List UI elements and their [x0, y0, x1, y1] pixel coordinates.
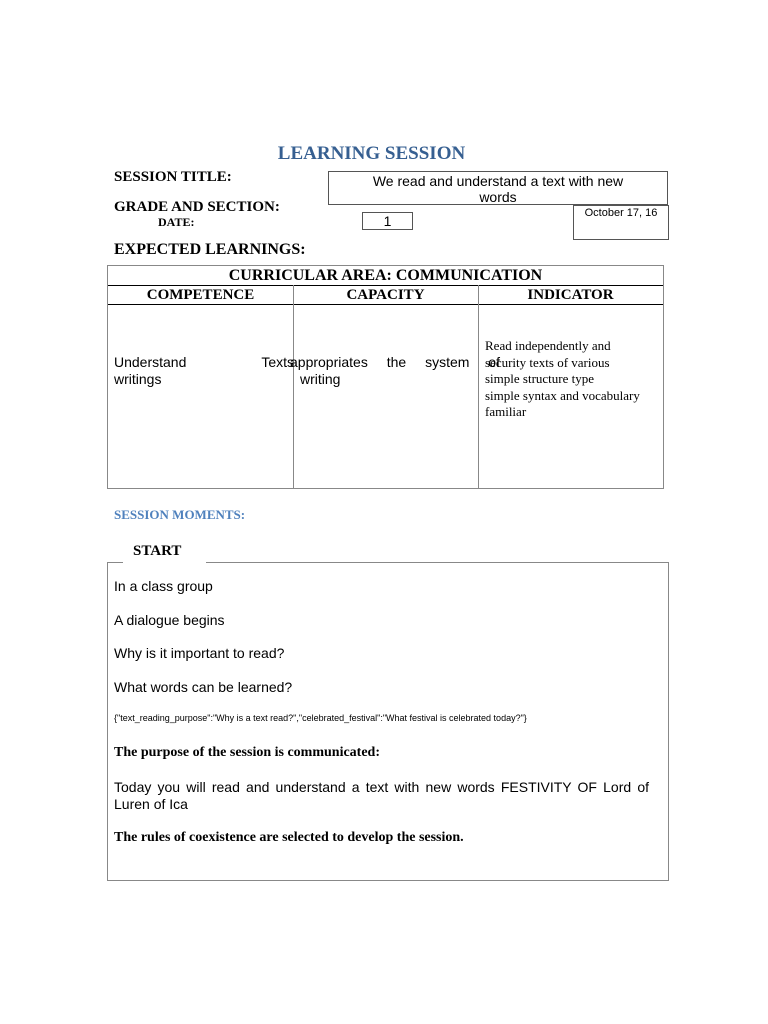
- grade-section-label: GRADE AND SECTION:: [114, 199, 280, 215]
- purpose-text: Today you will read and understand a text with new words FESTIVITY OF Lord of Luren of Ica: [114, 779, 649, 812]
- expected-learnings-label: EXPECTED LEARNINGS:: [114, 241, 306, 258]
- purpose-label: The purpose of the session is communicated:: [114, 745, 381, 760]
- date-label: DATE:: [158, 215, 195, 229]
- start-line: What words can be learned?: [114, 679, 293, 695]
- column-divider: [293, 285, 294, 489]
- rules-text: The rules of coexistence are selected to develop the session.: [114, 830, 464, 845]
- indicator-line: simple structure type: [485, 371, 595, 386]
- indicator-line: Read independently and: [485, 338, 611, 353]
- json-text-line: {"text_reading_purpose":"Why is a text read?","celebrated_festival":"What festival is celebrated today?"}: [114, 713, 527, 723]
- session-title-label: SESSION TITLE:: [114, 169, 232, 185]
- header-competence: COMPETENCE: [146, 287, 255, 303]
- indicator-cell: [485, 338, 663, 421]
- header-indicator: INDICATOR: [527, 287, 614, 303]
- start-line: In a class group: [114, 578, 213, 594]
- start-line: Why is it important to read?: [114, 645, 285, 661]
- competence-cell-continued: writings: [114, 371, 162, 387]
- indicator-line: simple syntax and vocabulary: [485, 387, 640, 403]
- curricular-area-header: CURRICULAR AREA: COMMUNICATION: [228, 267, 543, 284]
- date-value-field: October 17, 16: [573, 205, 669, 240]
- competence-cell: Understand Texts: [114, 354, 294, 370]
- capacity-cell-continued: writing: [300, 371, 341, 387]
- column-divider: [478, 285, 479, 489]
- session-title-line-1: We read and understand a text with new: [372, 173, 624, 189]
- start-section-box: [107, 562, 669, 881]
- start-line: A dialogue begins: [114, 612, 225, 628]
- session-title-line-2: words: [479, 189, 517, 205]
- table-header-row: [108, 285, 663, 305]
- session-title-field: [328, 171, 668, 205]
- indicator-line: security texts of various: [485, 354, 610, 370]
- indicator-line: familiar: [485, 404, 527, 419]
- start-section-label: START: [133, 543, 182, 559]
- document-title: LEARNING SESSION: [277, 143, 466, 164]
- session-moments-label: SESSION MOMENTS:: [114, 507, 246, 522]
- capacity-cell: appropriates the system of: [290, 354, 500, 370]
- header-capacity: CAPACITY: [346, 287, 425, 303]
- grade-value-field: 1: [362, 212, 413, 230]
- curricular-table: [107, 265, 664, 489]
